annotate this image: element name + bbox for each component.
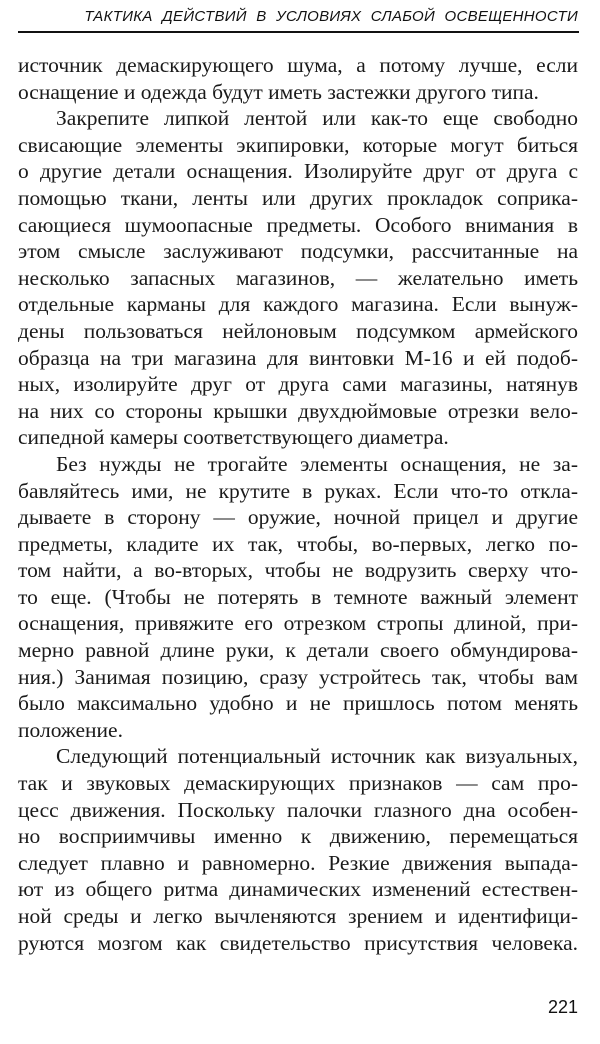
text-line: несколько запасных магазинов, — желательно иметь: [18, 265, 578, 290]
text-line: следует плавно и равномерно. Резкие движения выпада-: [18, 850, 578, 875]
body-text: [18, 52, 578, 956]
text-line: образца на три магазина для винтовки М-16 и ей подоб-: [18, 345, 578, 370]
paragraph: [18, 743, 578, 956]
text-line: Следующий потенциальный источник как визуальных,: [56, 744, 578, 769]
page-number: 221: [547, 997, 578, 1017]
text-line: помощью ткани, ленты или других прокладок соприка-: [18, 185, 578, 210]
text-line: мерно равной длине руки, к детали своего обмундирова-: [18, 638, 578, 663]
text-line: бавляйтесь ими, не крутите в руках. Если что-то откла-: [18, 478, 578, 503]
text-line: оснащения, привяжите его отрезком стропы длиной, при-: [18, 611, 578, 636]
text-line: ных, изолируйте друг от друга сами магазины, натянув: [18, 372, 578, 397]
text-line: руются мозгом как свидетельство присутствия человека.: [18, 930, 578, 955]
text-line: на них со стороны крышки двухдюймовые отрезки вело-: [18, 398, 578, 423]
text-line: сипедной камеры соответствующего диаметра.: [18, 425, 449, 450]
text-line: так и звуковых демаскирующих признаков — сам про-: [18, 771, 578, 796]
paragraph: [18, 52, 578, 105]
text-line: оснащение и одежда будут иметь застежки другого типа.: [18, 79, 539, 104]
running-header: ТАКТИКА ДЕЙСТВИЙ В УСЛОВИЯХ СЛАБОЙ ОСВЕЩЕННОСТИ: [84, 8, 578, 25]
paragraph: [18, 451, 578, 744]
text-line: ют из общего ритма динамических изменений естествен-: [18, 877, 578, 902]
text-line: Закрепите липкой лентой или как-то еще свободно: [56, 106, 578, 131]
text-line: этом смысле заслуживают подсумки, рассчитанные на: [18, 239, 578, 264]
text-line: но восприимчивы именно к движению, перемещаться: [18, 824, 578, 849]
text-line: сающиеся шумоопасные предметы. Особого внимания в: [18, 212, 578, 237]
text-line: цесс движения. Поскольку палочки глазного дна особен-: [18, 797, 578, 822]
header-rule: [18, 31, 579, 33]
text-line: Без нужды не трогайте элементы оснащения, не за-: [56, 451, 578, 476]
text-line: было максимально удобно и не пришлось потом менять: [18, 691, 578, 716]
text-line: о другие детали оснащения. Изолируйте друг от друга с: [18, 159, 578, 184]
text-line: свисающие элементы экипировки, которые могут биться: [18, 132, 578, 157]
text-line: ния.) Занимая позицию, сразу устройтесь так, чтобы вам: [18, 664, 578, 689]
text-line: положение.: [18, 717, 123, 742]
text-line: предметы, кладите их так, чтобы, во-первых, легко по-: [18, 531, 578, 556]
text-line: отдельные карманы для каждого магазина. Если вынуж-: [18, 292, 578, 317]
text-line: том найти, а во-вторых, чтобы не водрузить сверху что-: [18, 558, 578, 583]
text-line: ной среды и легко вычленяются зрением и идентифици-: [18, 904, 578, 928]
text-line: источник демаскирующего шума, а потому лучше, если: [18, 53, 578, 77]
text-line: дываете в сторону — оружие, ночной прицел и другие: [18, 505, 578, 530]
text-line: дены пользоваться нейлоновым подсумком армейского: [18, 318, 578, 343]
paragraph: [18, 105, 578, 451]
text-line: то еще. (Чтобы не потерять в темноте важный элемент: [18, 584, 578, 609]
